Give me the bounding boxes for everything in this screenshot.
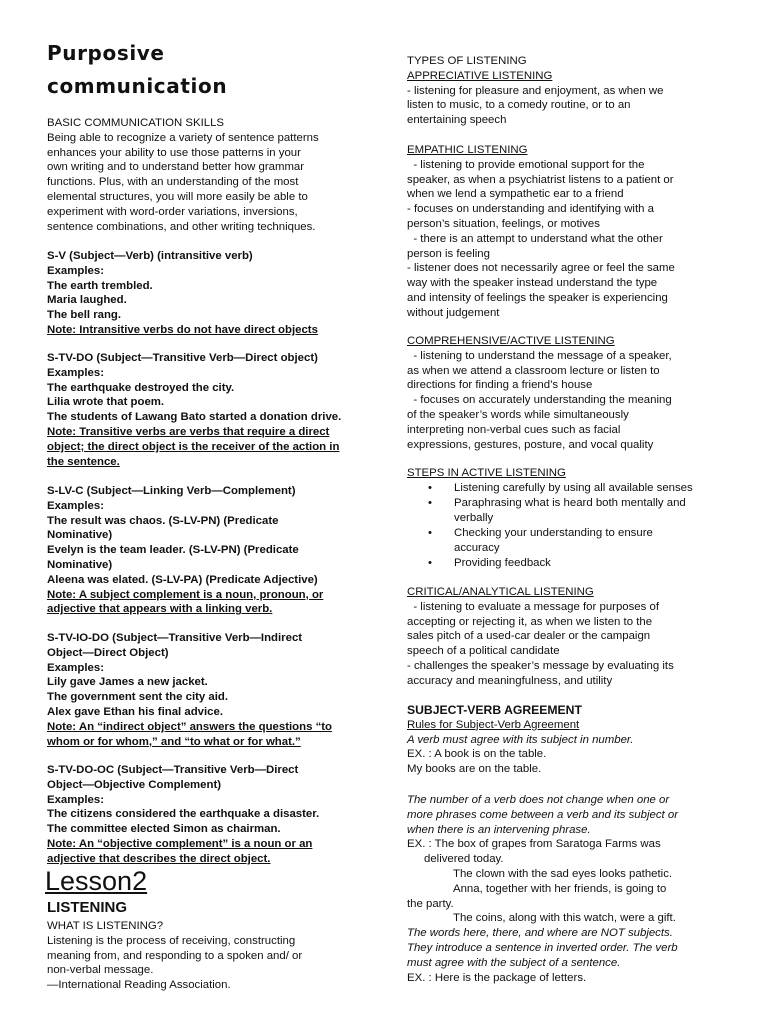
list-item-continuation: verbally <box>454 512 494 524</box>
example-line: Anna, together with her friends, is going to <box>453 882 667 895</box>
body-line: - focuses on understanding and identifying with a <box>407 203 654 216</box>
sv-heading: S-V (Subject—Verb) (intransitive verb) <box>47 250 253 262</box>
stviodo-heading: Object—Direct Object) <box>47 646 169 659</box>
example-line: The government sent the city aid. <box>47 691 229 704</box>
note-line: adjective that appears with a linking verb. <box>47 603 273 616</box>
example-line: EX. : The box of grapes from Saratoga Farms was <box>407 838 661 851</box>
sv-section <box>47 249 367 338</box>
example-line: The clown with the sad eyes looks pathetic. <box>453 867 673 880</box>
example-line: EX. : A book is on the table. <box>407 748 547 761</box>
rule-line: The number of a verb does not change when one or <box>407 794 670 806</box>
basic-heading: BASIC COMMUNICATION SKILLS <box>47 117 225 129</box>
example-line: The earthquake destroyed the city. <box>47 381 235 394</box>
note-line: Note: Intransitive verbs do not have direct objects <box>47 323 318 336</box>
intro-line: own writing and to understand better how grammar <box>47 161 305 174</box>
example-line: The citizens considered the earthquake a disaster. <box>47 808 320 821</box>
body-line: listen to music, to a comedy routine, or to an <box>407 99 631 112</box>
document-title-line-2: communication <box>47 74 228 98</box>
intro-line: functions. Plus, with an understanding of the most <box>47 176 299 189</box>
bullet-icon: • <box>428 527 432 539</box>
body-line: - listening to evaluate a message for purposes of <box>407 600 660 613</box>
body-line: - listening for pleasure and enjoyment, as when we <box>407 84 664 97</box>
example-line: Aleena was elated. (S-LV-PA) (Predicate Adjective) <box>47 573 318 586</box>
listening-heading: LISTENING <box>47 899 128 916</box>
intro-line: sentence combinations, and other writing techniques. <box>47 220 316 233</box>
slvc-heading: S-LV-C (Subject—Linking Verb—Complement) <box>47 485 296 497</box>
example-line: Alex gave Ethan his final advice. <box>47 705 223 718</box>
rule-line: A verb must agree with its subject in number. <box>407 733 634 746</box>
stvdooc-section <box>47 763 367 867</box>
example-line: Evelyn is the team leader. (S-LV-PN) (Predicate <box>47 544 299 557</box>
example-line: The result was chaos. (S-LV-PN) (Predicate <box>47 514 279 527</box>
bullet-icon: • <box>428 497 432 509</box>
body-line: - focuses on accurately understanding the meaning <box>407 394 672 407</box>
note-line: Note: An “objective complement” is a noun or an <box>47 837 313 850</box>
example-line: My books are on the table. <box>407 763 542 776</box>
list-item: • Providing feedback <box>428 557 551 569</box>
intro-line: Being able to recognize a variety of sentence patterns <box>47 131 319 144</box>
types-section <box>407 54 732 128</box>
example-line: The committee elected Simon as chairman. <box>47 823 281 836</box>
bullet-icon: • <box>428 557 432 569</box>
body-line: accepting or rejecting it, as when we listen to the <box>407 615 653 628</box>
example-line: EX. : Here is the package of letters. <box>407 971 587 984</box>
stvdooc-heading: S-TV-DO-OC (Subject—Transitive Verb—Direct <box>47 764 299 776</box>
body-line: person’s situation, feelings, or motives <box>407 217 600 230</box>
note-line: Note: An “indirect object” answers the questions “to <box>47 720 333 733</box>
note-line: adjective that describes the direct object. <box>47 852 271 865</box>
example-line: the party. <box>407 897 454 910</box>
stvdo-section <box>47 351 367 469</box>
critical-heading: CRITICAL/ANALYTICAL LISTENING <box>407 586 594 598</box>
body-line: without judgement <box>407 306 500 319</box>
body-line: directions for finding a friend’s house <box>407 379 593 392</box>
example-line: The bell rang. <box>47 309 122 322</box>
body-line: - listener does not necessarily agree or feel the same <box>407 262 675 275</box>
examples-label: Examples: <box>47 499 104 512</box>
rule-line: when there is an intervening phrase. <box>407 823 591 836</box>
what-is-listening: WHAT IS LISTENING? <box>47 920 164 932</box>
rule-line: must agree with the subject of a sentence. <box>407 956 621 969</box>
note-line: Note: A subject complement is a noun, pronoun, or <box>47 588 324 601</box>
note-line: whom or for whom,” and “to what or for what.” <box>47 735 301 748</box>
document-title-line-1: Purposive <box>47 41 165 65</box>
comprehensive-section <box>407 334 732 452</box>
list-item: • Listening carefully by using all available senses <box>428 482 693 494</box>
example-line: The earth trembled. <box>47 279 153 292</box>
steps-heading: STEPS IN ACTIVE LISTENING <box>407 467 566 479</box>
body-line: sales pitch of a used-car dealer or the campaign <box>407 630 651 643</box>
appreciative-heading: APPRECIATIVE LISTENING <box>407 69 553 82</box>
stviodo-section <box>47 631 367 749</box>
note-line: the sentence. <box>47 455 120 468</box>
steps-section <box>407 466 732 481</box>
left-column <box>47 116 367 234</box>
example-line: Maria laughed. <box>47 294 127 307</box>
list-item: • Checking your understanding to ensure <box>428 527 653 539</box>
body-line: and intensity of feelings the speaker is experiencing <box>407 291 668 304</box>
body-line: speaker, as when a psychiatrist listens to a patient or <box>407 173 674 186</box>
example-line: Nominative) <box>47 529 113 542</box>
lesson-heading: Lesson2 <box>45 866 148 896</box>
body-line: - there is an attempt to understand what the other <box>407 232 663 245</box>
example-line: The students of Lawang Bato started a donation drive. <box>47 411 342 424</box>
intro-line: elemental structures, you will more easily be able to <box>47 190 308 203</box>
sva-heading: SUBJECT-VERB AGREEMENT <box>407 703 582 717</box>
body-line: expressions, gestures, posture, and vocal quality <box>407 438 654 451</box>
empathic-section <box>407 143 732 321</box>
stvdooc-heading: Object—Objective Complement) <box>47 778 222 791</box>
list-item: • Paraphrasing what is heard both mentally and <box>428 497 686 509</box>
body-line: person is feeling <box>407 247 490 260</box>
example-line: Lilia wrote that poem. <box>47 396 165 409</box>
body-line: entertaining speech <box>407 114 507 127</box>
body-line: when we lend a sympathetic ear to a friend <box>407 188 624 201</box>
rules-heading: Rules for Subject-Verb Agreement <box>407 718 580 731</box>
comprehensive-heading: COMPREHENSIVE/ACTIVE LISTENING <box>407 335 615 347</box>
note-line: object; the direct object is the receiver of the action in <box>47 440 340 453</box>
examples-label: Examples: <box>47 366 104 379</box>
rule-line: The words here, there, and where are NOT subjects. <box>407 927 673 940</box>
body-line: - listening to provide emotional support for the <box>407 158 645 171</box>
examples-label: Examples: <box>47 793 104 806</box>
body-line: as when we attend a classroom lecture or listen to <box>407 364 660 377</box>
examples-label: Examples: <box>47 661 104 674</box>
rule-line: more phrases come between a verb and its subject or <box>407 808 678 821</box>
rule-line: They introduce a sentence in inverted order. The verb <box>407 941 678 954</box>
definition-line: —International Reading Association. <box>47 979 231 992</box>
stviodo-heading: S-TV-IO-DO (Subject—Transitive Verb—Indirect <box>47 632 303 644</box>
body-line: interpreting non-verbal cues such as facial <box>407 423 621 436</box>
body-line: - listening to understand the message of a speaker, <box>407 349 672 362</box>
body-line: way with the speaker instead understand the type <box>407 277 658 290</box>
definition-line: Listening is the process of receiving, constructing <box>47 934 296 947</box>
sva-section <box>407 703 732 777</box>
empathic-heading: EMPATHIC LISTENING <box>407 144 528 156</box>
listening-definition <box>47 919 367 993</box>
critical-section <box>407 585 732 689</box>
body-line: speech of a political candidate <box>407 645 560 658</box>
examples-label: Examples: <box>47 264 104 277</box>
definition-line: non-verbal message. <box>47 964 154 977</box>
types-heading: TYPES OF LISTENING <box>407 55 527 67</box>
bullet-icon: • <box>428 482 432 494</box>
slvc-section <box>47 484 367 617</box>
intro-line: enhances your ability to use those patterns in your <box>47 146 301 159</box>
body-line: of the speaker’s words while simultaneously <box>407 408 629 421</box>
list-item-continuation: accuracy <box>454 542 500 554</box>
intro-line: experiment with word-order variations, inversions, <box>47 205 298 218</box>
sva-rule-2 <box>407 793 732 985</box>
definition-line: meaning from, and responding to a spoken and/ or <box>47 949 303 962</box>
stvdo-heading: S-TV-DO (Subject—Transitive Verb—Direct object) <box>47 352 318 364</box>
body-line: accuracy and meaningfulness, and utility <box>407 674 613 687</box>
note-line: Note: Transitive verbs are verbs that require a direct <box>47 425 330 438</box>
example-line: Lily gave James a new jacket. <box>47 676 208 689</box>
example-line: delivered today. <box>424 853 504 866</box>
example-line: Nominative) <box>47 558 113 571</box>
body-line: - challenges the speaker’s message by evaluating its <box>407 659 674 672</box>
example-line: The coins, along with this watch, were a gift. <box>453 912 676 925</box>
